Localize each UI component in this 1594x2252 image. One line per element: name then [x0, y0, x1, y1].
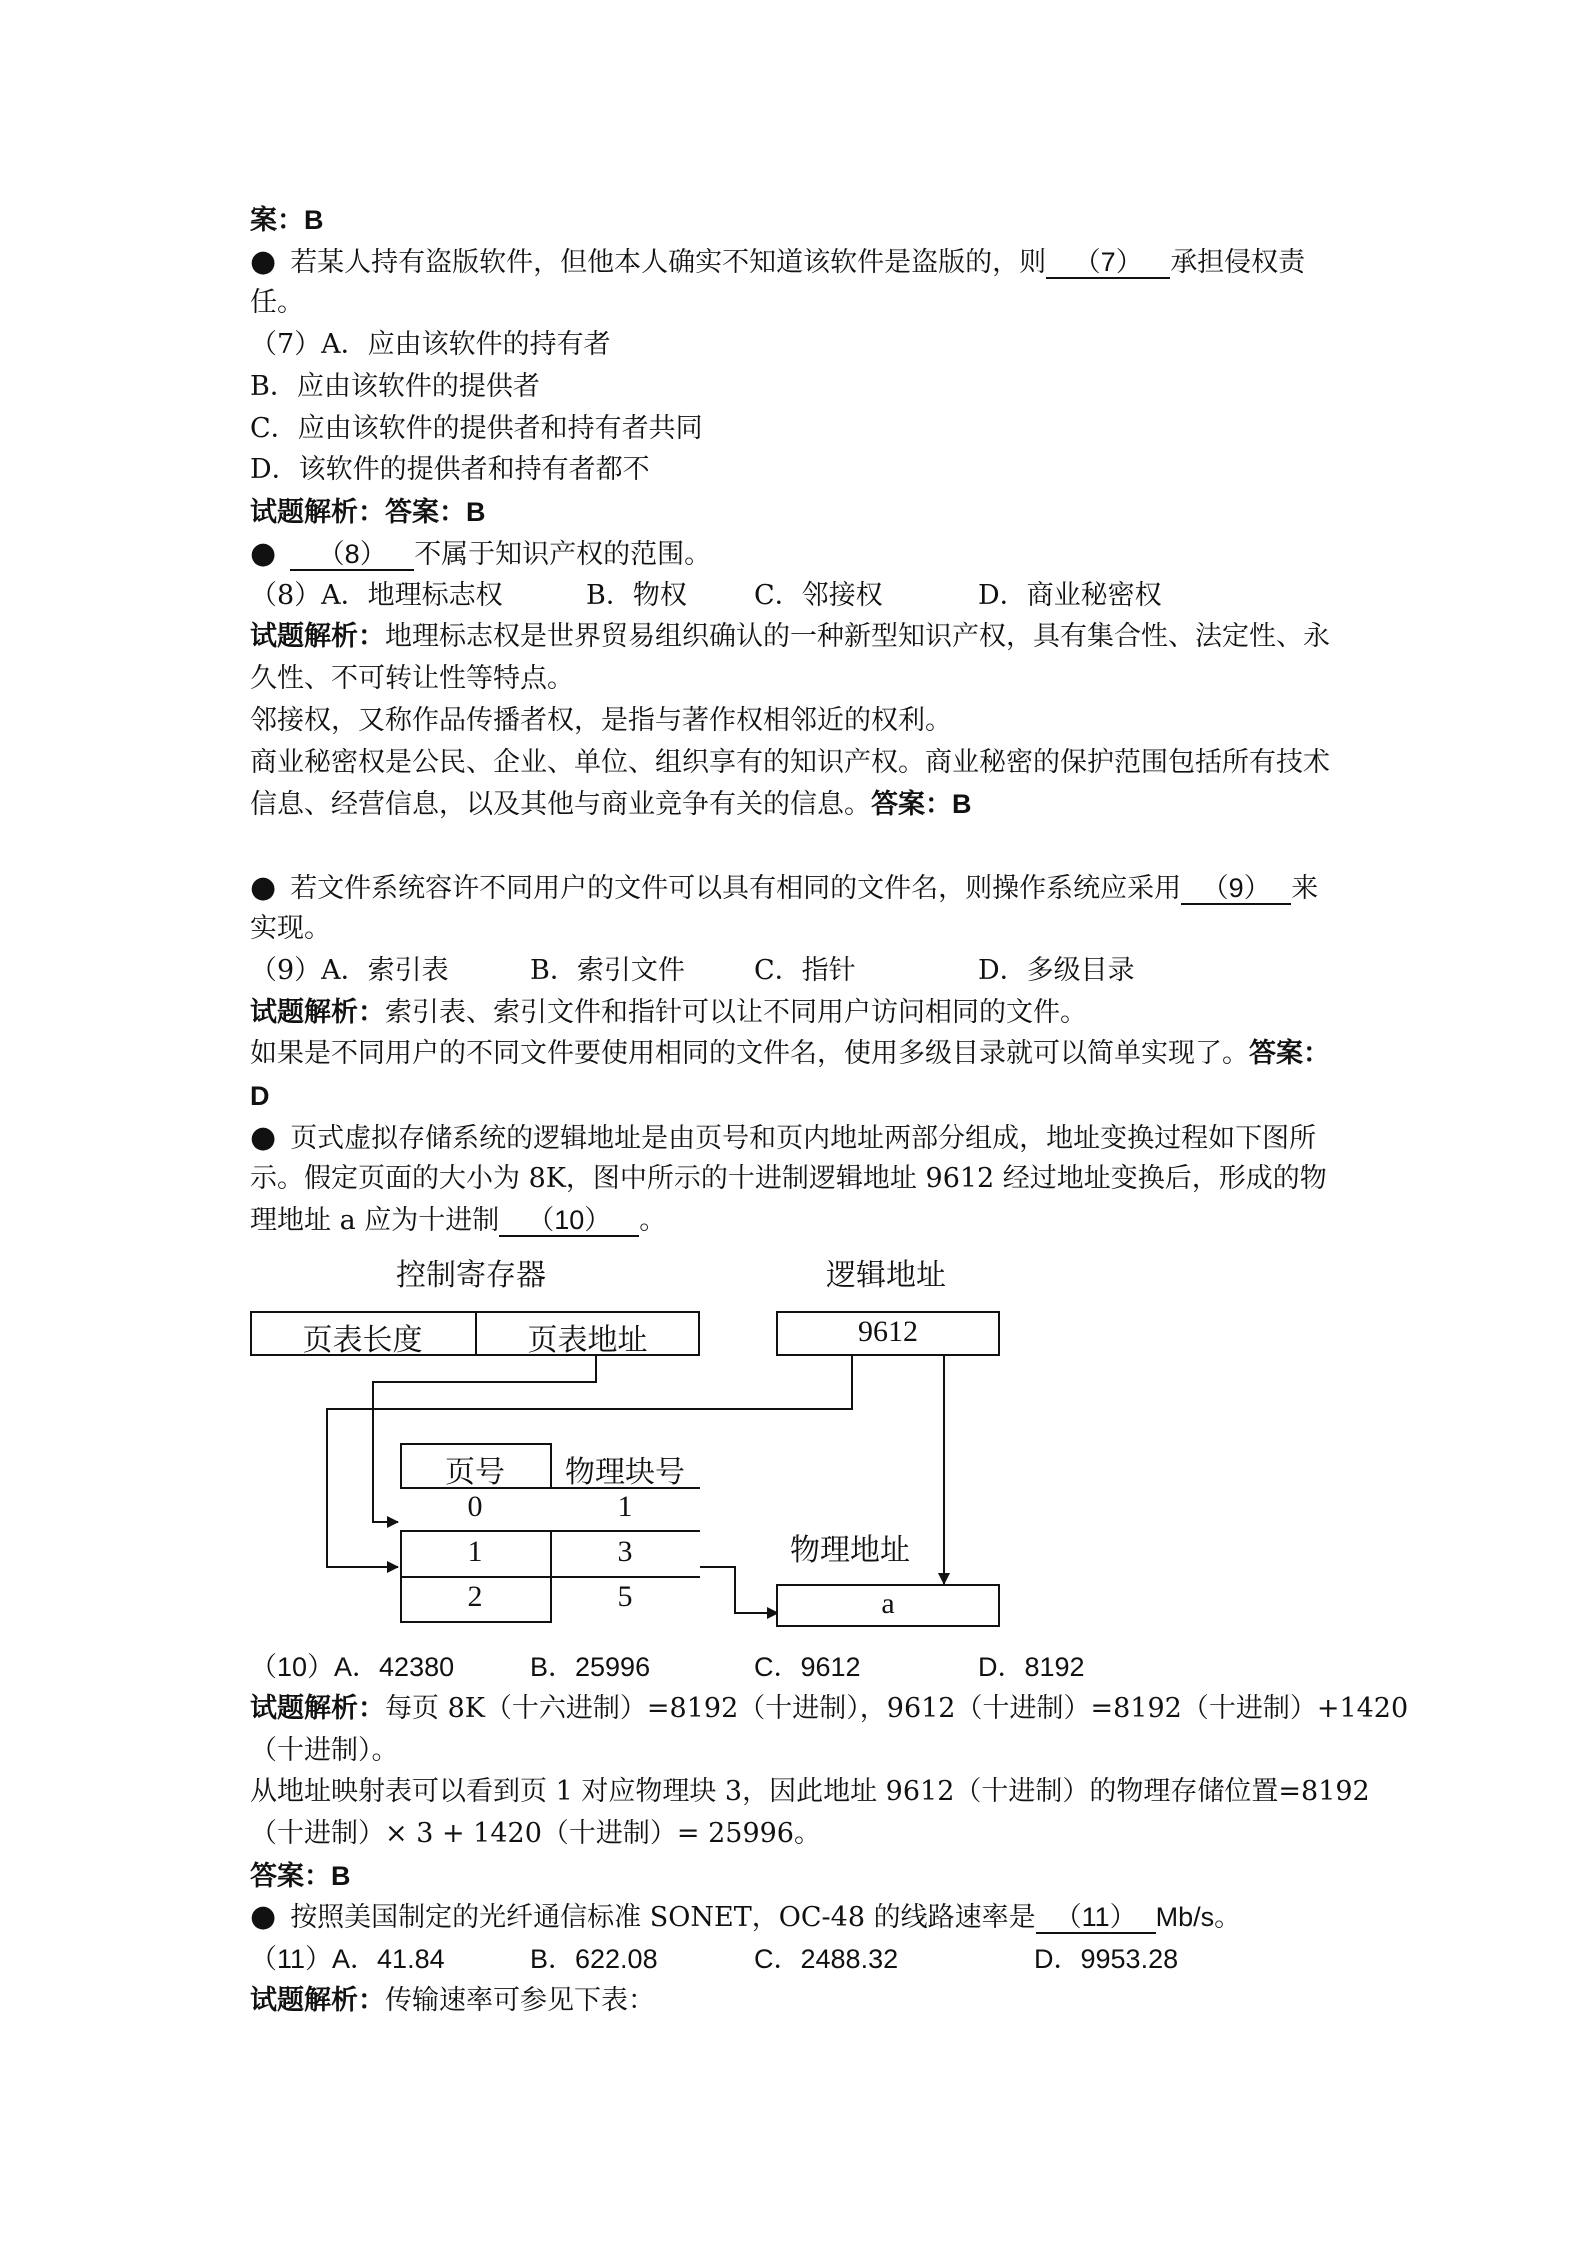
q10-exp-1 [250, 1691, 1408, 1727]
q10-exp-4: （十进制）× 3 + 1420（十进制）= 25996。 [250, 1818, 821, 1849]
analysis-label: 试题解析：答案： [250, 497, 466, 528]
q7-blank: （7） [1046, 247, 1170, 279]
col-block-header: 物理块号 [565, 1456, 685, 1489]
q11-blank: （11） [1036, 1902, 1156, 1934]
answer-label: 案： [250, 205, 304, 236]
q9-blank: （9） [1181, 873, 1291, 905]
q7-option-a: （7）A．应由该软件的持有者 [250, 329, 611, 360]
q8-option-c: C．邻接权 [754, 580, 883, 611]
table-cell: 0 [467, 1490, 483, 1523]
q10-answer-line [250, 1858, 351, 1895]
q7-text-after: 承担侵权责 [1170, 247, 1306, 278]
q9-option-a: （9）A．索引表 [250, 955, 449, 986]
q11-exp-text: 传输速率可参见下表： [385, 1985, 655, 2016]
bullet-icon: ● [250, 1120, 277, 1155]
q10-options [250, 1649, 1085, 1685]
q10-option-a: （10）A．42380 [250, 1652, 455, 1682]
q9-answer: D [250, 1081, 270, 1111]
q10-option-b: B．25996 [530, 1652, 651, 1682]
table-cell: 5 [617, 1580, 633, 1613]
q8-exp-text: 信息、经营信息，以及其他与商业竞争有关的信息。 [250, 789, 871, 820]
answer-label: 答案： [1249, 1038, 1330, 1069]
q11-exp-1 [250, 1983, 655, 2019]
analysis-label: 试题解析： [250, 997, 385, 1028]
q8-answer: B [952, 789, 972, 819]
q7-option-d: D．该软件的提供者和持有者都不 [250, 454, 650, 485]
q9-stem-cont: 实现。 [250, 913, 331, 944]
q8-text: 不属于知识产权的范围。 [414, 539, 712, 570]
q10-exp-2: （十进制）。 [250, 1735, 399, 1766]
q8-exp-2: 久性、不可转让性等特点。 [250, 663, 574, 694]
bullet-icon: ● [250, 870, 277, 905]
q7-stem-cont: 任。 [250, 287, 304, 318]
page-table-address-text: 页表地址 [527, 1324, 648, 1357]
q9-option-c: C．指针 [754, 955, 856, 986]
q7-option-b: B．应由该软件的提供者 [250, 371, 540, 402]
q11-text: 按照美国制定的光纤通信标准 SONET，OC-48 的线路速率是 [290, 1902, 1036, 1933]
q8-exp-3: 邻接权，又称作品传播者权，是指与著作权相邻近的权利。 [250, 705, 952, 736]
logical-address-label: 逻辑地址 [826, 1259, 946, 1292]
control-register-label: 控制寄存器 [396, 1259, 546, 1292]
q9-text-after: 来 [1291, 873, 1319, 904]
analysis-label: 试题解析： [250, 1693, 385, 1724]
bullet-icon: ● [250, 536, 277, 571]
col-page-header: 页号 [445, 1456, 505, 1489]
table-cell: 2 [467, 1580, 483, 1613]
page-table-length-text: 页表长度 [302, 1324, 423, 1357]
q11-option-a: （11）A．41.84 [250, 1944, 445, 1974]
physical-address-label: 物理地址 [790, 1534, 910, 1567]
q10-text-end: 。 [639, 1205, 667, 1236]
q9-text: 若文件系统容许不同用户的文件可以具有相同的文件名，则操作系统应采用 [290, 873, 1182, 904]
q8-blank: （8） [290, 539, 414, 571]
q11-option-c: C．2488.32 [754, 1944, 899, 1974]
q11-text-after: Mb/s。 [1155, 1902, 1242, 1932]
q9-exp-text: 索引表、索引文件和指针可以让不同用户访问相同的文件。 [385, 997, 1087, 1028]
q7-answer: B [466, 497, 486, 527]
q8-exp-4: 商业秘密权是公民、企业、单位、组织享有的知识产权。商业秘密的保护范围包括所有技术 [250, 747, 1330, 778]
q11-option-b: B．622.08 [530, 1944, 658, 1974]
q10-option-c: C．9612 [754, 1652, 861, 1682]
q9-exp-text: 如果是不同用户的不同文件要使用相同的文件名，使用多级目录就可以简单实现了。 [250, 1038, 1249, 1069]
q10-text: 理地址 a 应为十进制 [250, 1205, 500, 1236]
q11-options [250, 1941, 1178, 1977]
analysis-label: 试题解析： [250, 1985, 385, 2016]
bullet-icon: ● [250, 1899, 277, 1934]
analysis-label: 试题解析： [250, 621, 385, 652]
bullet-icon: ● [250, 244, 277, 279]
q10-answer: B [331, 1861, 351, 1891]
q7-option-c: C．应由该软件的提供者和持有者共同 [250, 413, 703, 444]
table-cell: 3 [617, 1535, 633, 1568]
answer-value: B [304, 205, 324, 235]
page-table-row-divider [400, 1576, 700, 1578]
q8-option-d: D．商业秘密权 [978, 580, 1162, 611]
q11-stem [250, 1899, 1241, 1936]
q10-stem-2: 示。假定页面的大小为 8K，图中所示的十进制逻辑地址 9612 经过地址变换后，形成的物 [250, 1163, 1327, 1194]
q10-exp-text: 每页 8K（十六进制）=8192（十进制），9612（十进制）=8192（十进制）+1420 [385, 1693, 1409, 1724]
q7-text: 若某人持有盗版软件，但他本人确实不知道该软件是盗版的，则 [290, 247, 1047, 278]
q8-option-b: B．物权 [586, 580, 687, 611]
table-cell: 1 [617, 1490, 633, 1523]
q10-blank: （10） [499, 1205, 639, 1237]
q10-text: 页式虚拟存储系统的逻辑地址是由页号和页内地址两部分组成，地址变换过程如下图所 [290, 1123, 1317, 1154]
answer-label: 答案： [250, 1861, 331, 1892]
q9-option-b: B．索引文件 [530, 955, 685, 986]
logical-address-value: 9612 [858, 1315, 918, 1348]
q11-option-d: D．9953.28 [1034, 1944, 1179, 1974]
q10-exp-3: 从地址映射表可以看到页 1 对应物理块 3，因此地址 9612（十进制）的物理存储位置=8192 [250, 1776, 1370, 1807]
physical-address-value: a [881, 1587, 895, 1620]
answer-label: 答案： [871, 789, 952, 820]
q9-option-d: D．多级目录 [978, 955, 1135, 986]
q8-option-a: （8）A．地理标志权 [250, 580, 503, 611]
q10-option-d: D．8192 [978, 1652, 1085, 1682]
table-cell: 1 [467, 1535, 483, 1568]
q8-exp-text: 地理标志权是世界贸易组织确认的一种新型知识产权，具有集合性、法定性、永 [385, 621, 1330, 652]
